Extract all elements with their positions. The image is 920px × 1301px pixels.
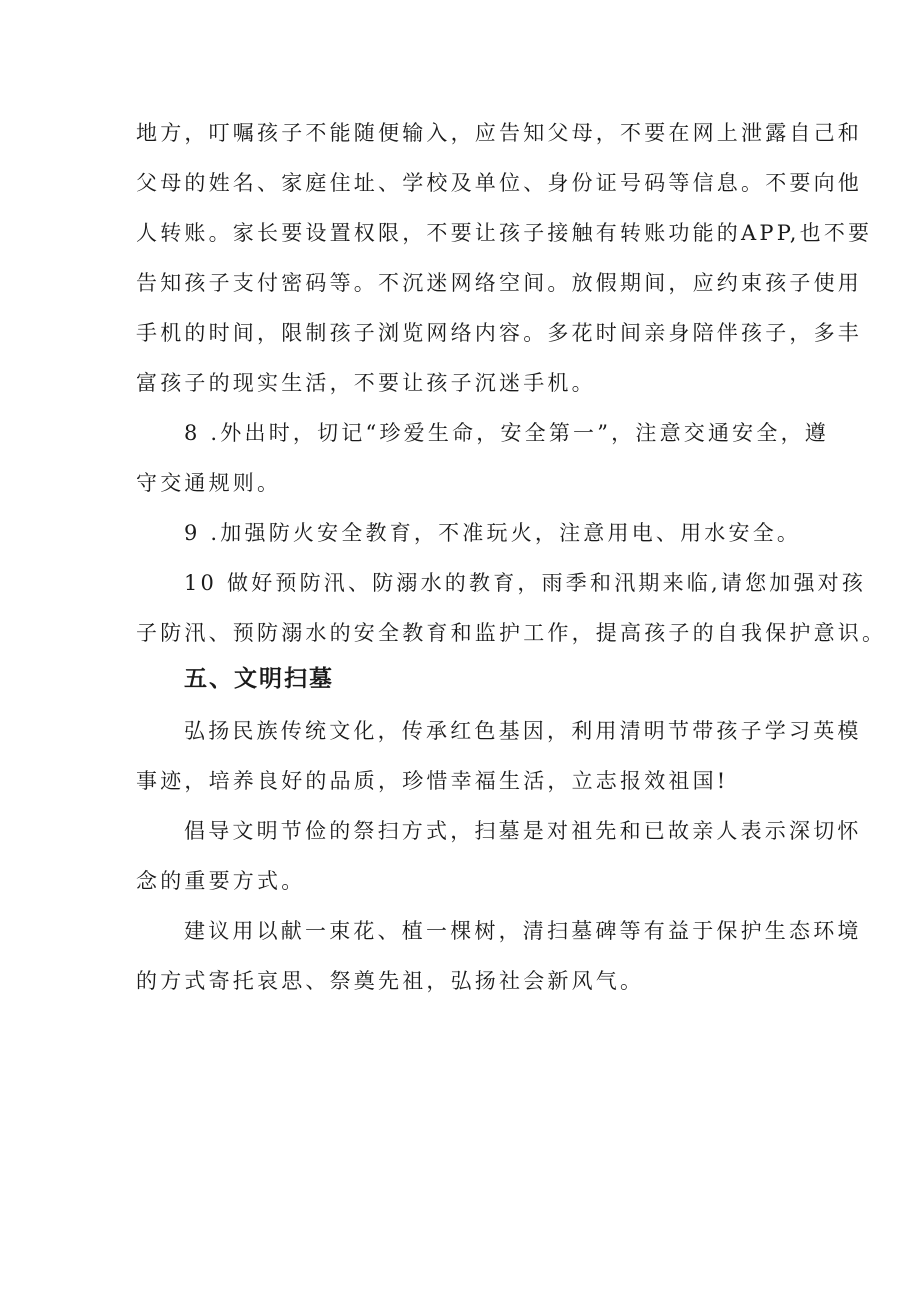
text-line: 地方，叮嘱孩子不能随便输入，应告知父母，不要在网上泄露自己和: [136, 121, 862, 145]
text-line: 的方式寄托哀思、祭奠先祖，弘扬社会新风气。: [136, 969, 645, 993]
text-line: 倡导文明节俭的祭扫方式，扫墓是对祖先和已故亲人表示深切怀: [184, 819, 862, 843]
text-line: 富孩子的现实生活，不要让孩子沉迷手机。: [136, 371, 596, 395]
text-line: 建议用以献一束花、植一棵树，清扫墓碑等有益于保护生态环境: [184, 919, 862, 943]
text-line: 弘扬民族传统文化，传承红色基因，利用清明节带孩子学习英模: [184, 719, 862, 743]
text-line: 事迹，培养良好的品质，珍惜幸福生活，立志报效祖国!: [136, 769, 729, 793]
text-line: 告知孩子支付密码等。不沉迷网络空间。放假期间，应约束孩子使用: [136, 271, 862, 295]
text-line: 9 .加强防火安全教育，不准玩火，注意用电、用水安全。: [184, 521, 802, 545]
text-line: 10 做好预防汛、防溺水的教育，雨季和汛期来临,请您加强对孩: [184, 571, 867, 595]
text-line: 守交通规则。: [136, 471, 282, 495]
text-line: 念的重要方式。: [136, 869, 306, 893]
text-line: 子防汛、预防溺水的安全教育和监护工作，提高孩子的自我保护意识。: [136, 621, 887, 645]
text-line: 手机的时间，限制孩子浏览网络内容。多花时间亲身陪伴孩子，多丰: [136, 321, 862, 345]
text-line: 人转账。家长要设置权限，不要让孩子接触有转账功能的APP,也不要: [136, 221, 873, 245]
text-line: 父母的姓名、家庭住址、学校及单位、身份证号码等信息。不要向他: [136, 171, 862, 195]
section-heading: 五、文明扫墓: [184, 666, 334, 692]
text-line: 8 .外出时，切记“珍爱生命，安全第一”，注意交通安全，遵: [184, 421, 829, 445]
